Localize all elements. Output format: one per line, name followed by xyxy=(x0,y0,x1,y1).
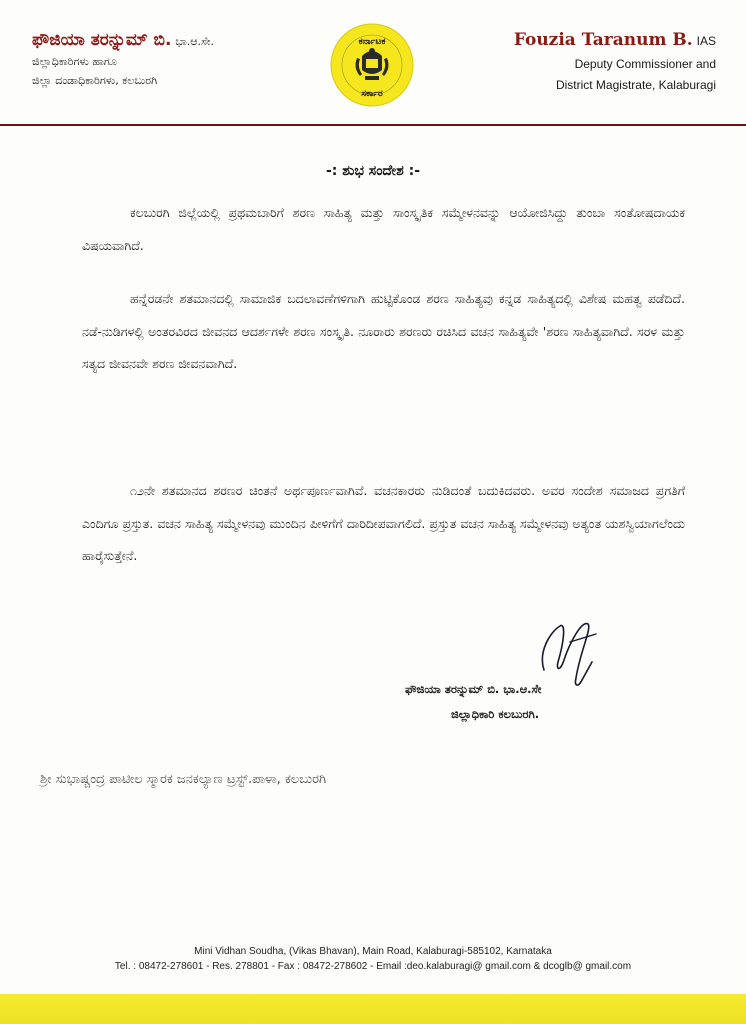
signatory-name: ಫೌಜಿಯಾ ತರನ್ನುಮ್ ಬಿ. ಭಾ.ಆ.ಸೇ xyxy=(405,682,542,696)
office-address: Mini Vidhan Soudha, (Vikas Bhavan), Main Road, Kalaburagi-585102, Karnataka xyxy=(194,946,552,957)
letterhead xyxy=(0,0,746,126)
letterhead-english-block xyxy=(514,30,716,92)
signatory-designation: ಜಿಲ್ಲಾಧಿಕಾರಿ ಕಲಬುರಗಿ. xyxy=(451,707,540,721)
emblem-top-text: ಕರ್ನಾಟಕ xyxy=(358,37,386,47)
footer-yellow-band xyxy=(0,994,746,1024)
letterhead-kannada-block xyxy=(32,30,214,88)
letterhead-footer xyxy=(0,946,746,976)
officer-name-english: Fouzia Taranum B. xyxy=(513,30,693,50)
office-contact: Tel. : 08472-278601 - Res. 278801 - Fax : 08472-278602 - Email :deo.kalaburagi@ gmail.com & dcoglb@ gmail.com xyxy=(114,961,632,972)
handwritten-signature xyxy=(530,612,610,692)
karnataka-govt-emblem-icon xyxy=(329,22,415,108)
message-paragraph-3: ೧೨ನೇ ಶತಮಾನದ ಶರಣರ ಚಿಂತನೆ ಅರ್ಥಪೂರ್ಣವಾಗಿವೆ. ವಚನಕಾರರು ನುಡಿದಂತೆ ಬದುಕಿದವರು. ಅವರ ಸಂದೇಶ ಸಮಾಜದ ಪ್ರಗತಿಗೆ ಎಂದಿಗೂ ಪ್ರಸ್ತುತ. ವಚನ ಸಾಹಿತ್ಯ ಸಮ್ಮೇಳನವು ಮುಂದಿನ ಪೀಳಿಗೆಗೆ ದಾರಿದೀಪವಾಗಲಿದೆ. ಪ್ರಸ್ತುತ ವಚನ ಸಾಹಿತ್ಯ ಸಮ್ಮೇಳನವು ಅತ್ಯಂತ ಯಶಸ್ವಿಯಾಗಲೆಂದು ಹಾರೈಸುತ್ತೇನೆ. xyxy=(82,483,685,563)
designation-kannada-line2: ಜಿಲ್ಲಾ ದಂಡಾಧಿಕಾರಿಗಳು, ಕಲಬುರಗಿ xyxy=(32,74,158,87)
officer-title-kannada: ಭಾ.ಆ.ಸೇ. xyxy=(175,35,215,48)
message-paragraph-1: ಕಲಬುರಗಿ ಜಿಲ್ಲೆಯಲ್ಲಿ ಪ್ರಥಮಬಾರಿಗೆ ಶರಣ ಸಾಹಿತ್ಯ ಮತ್ತು ಸಾಂಸ್ಕೃತಿಕ ಸಮ್ಮೇಳನವನ್ನು ಆಯೋಜಿಸಿದ್ದು ತುಂಬಾ ಸಂತೋಷದಾಯಕ ವಿಷಯವಾಗಿದೆ. xyxy=(82,205,685,253)
header-divider xyxy=(0,124,746,126)
trust-name-line: ಶ್ರೀ ಸುಭಾಷ್ಚಂದ್ರ ಪಾಟೀಲ ಸ್ಮಾರಕ ಜನಕಲ್ಯಾಣ ಟ್ರಸ್ಟ್.ಪಾಳಾ, ಕಲಬುರಗಿ xyxy=(40,772,327,787)
message-title: -: ಶುಭ ಸಂದೇಶ :- xyxy=(325,163,421,179)
officer-name-kannada: ಫೌಜಿಯಾ ತರನ್ನುಮ್ ಬಿ. xyxy=(32,30,172,50)
officer-title-english: IAS xyxy=(696,34,716,48)
message-paragraph-2: ಹನ್ನೆರಡನೇ ಶತಮಾನದಲ್ಲಿ ಸಾಮಾಜಿಕ ಬದಲಾವಣೆಗಳಿಗಾಗಿ ಹುಟ್ಟಿಕೊಂಡ ಶರಣ ಸಾಹಿತ್ಯವು ಕನ್ನಡ ಸಾಹಿತ್ಯದಲ್ಲಿ ವಿಶೇಷ ಮಹತ್ವ ಪಡೆದಿದೆ. ನಡೆ-ನುಡಿಗಳಲ್ಲಿ ಅಂತರವಿರದ ಜೀವನದ ಆದರ್ಶಗಳೇ ಶರಣ ಸಂಸ್ಕೃತಿ. ನೂರಾರು ಶರಣರು ರಚಿಸಿದ ವಚನ ಸಾಹಿತ್ಯವೇ 'ಶರಣ ಸಾಹಿತ್ಯವಾಗಿದೆ. ಸರಳ ಮತ್ತು ಸತ್ಯದ ಜೀವನವೇ ಶರಣ ಜೀವನವಾಗಿದೆ. xyxy=(82,291,685,371)
designation-english-line1: Deputy Commissioner and xyxy=(574,57,716,71)
emblem-bottom-text: ಸರ್ಕಾರ xyxy=(361,89,383,99)
designation-kannada-line1: ಜಿಲ್ಲಾಧಿಕಾರಿಗಳು ಹಾಗೂ xyxy=(32,55,117,68)
signature-block xyxy=(405,677,541,727)
designation-english-line2: District Magistrate, Kalaburagi xyxy=(555,78,716,92)
